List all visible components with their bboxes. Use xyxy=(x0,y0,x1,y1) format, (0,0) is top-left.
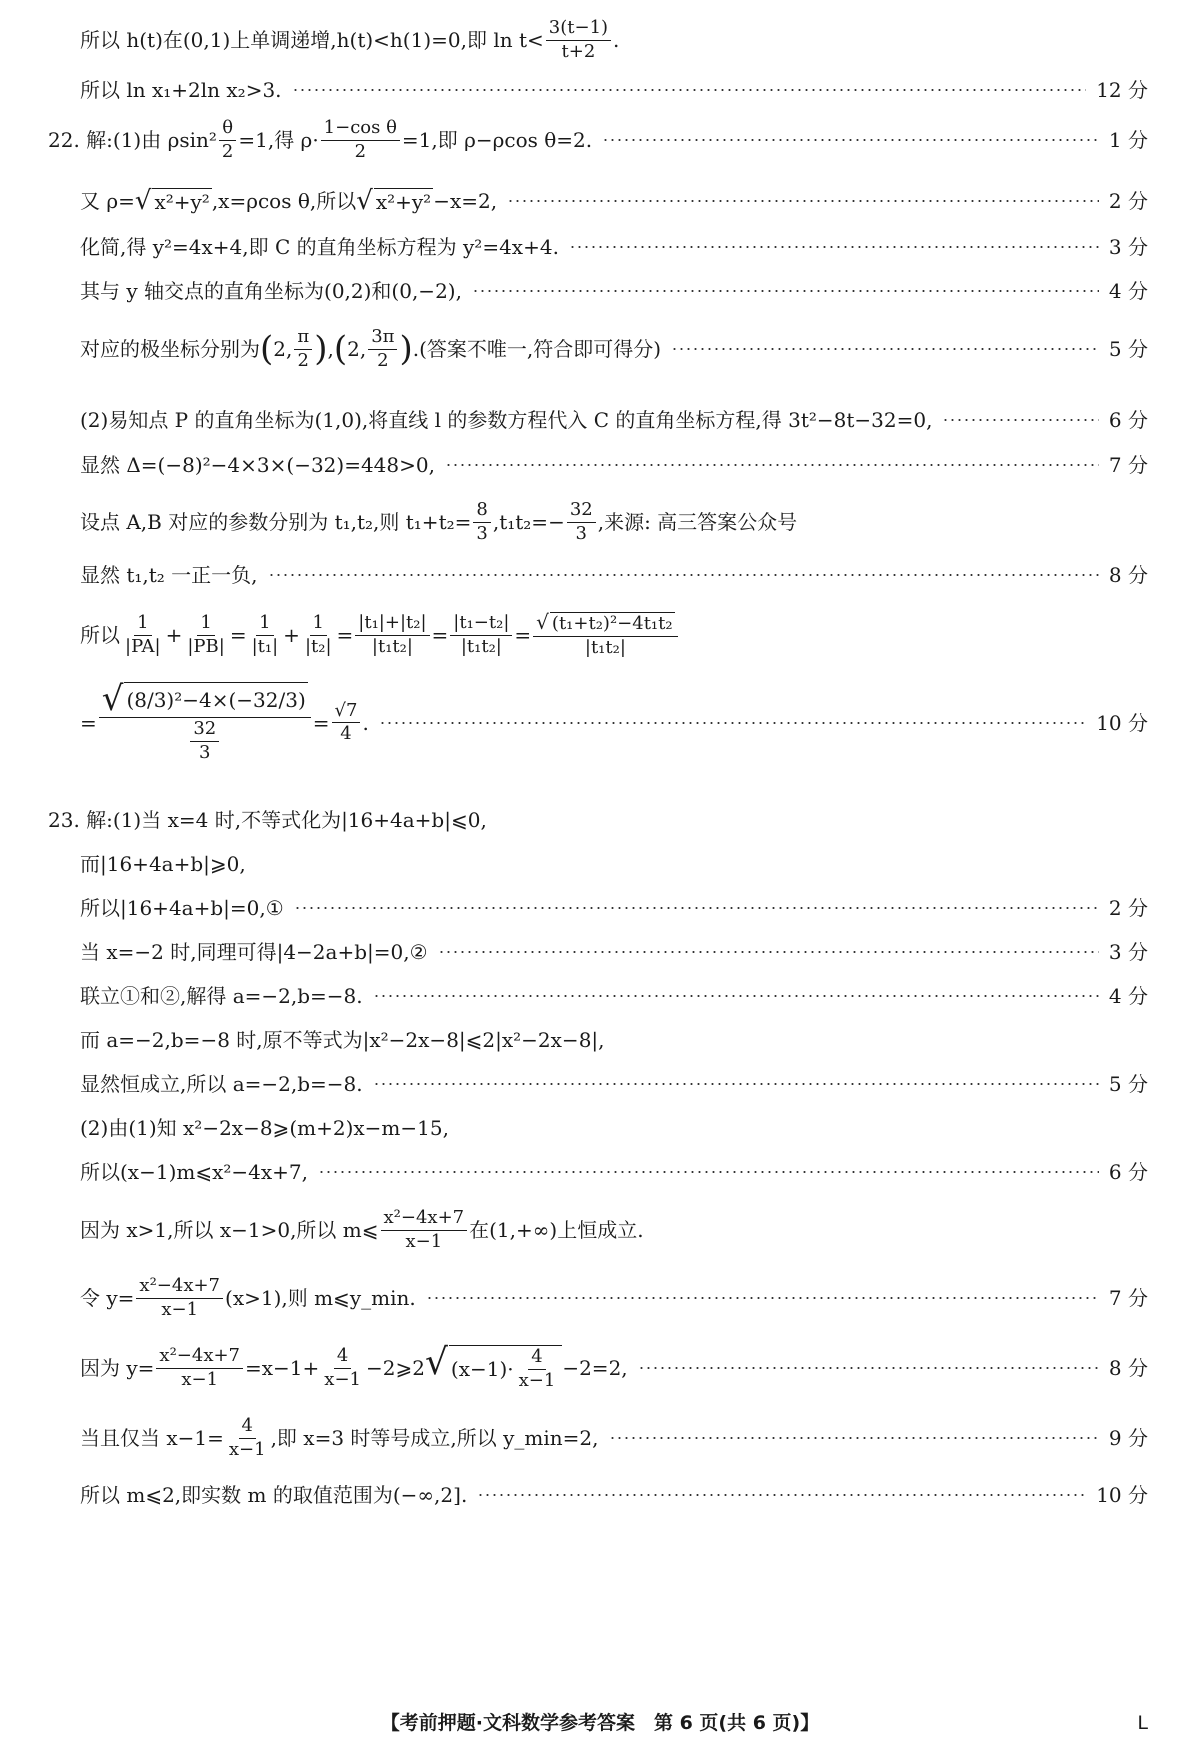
solution-line xyxy=(80,1160,1148,1184)
fraction xyxy=(516,1347,559,1391)
numerator: |t₁|+|t₂| xyxy=(355,613,429,636)
numerator: |t₁−t₂| xyxy=(450,613,512,636)
line-text: 22. 解:(1)由 ρsin² xyxy=(48,128,217,153)
fraction xyxy=(136,1276,223,1320)
line-text: (2)易知点 P 的直角坐标为(1,0),将直线 l 的参数方程代入 C 的直角坐标方程,得 3t²−8t−32=0, xyxy=(80,408,933,432)
line-text: 所以 ln x₁+2ln x₂>3. xyxy=(80,78,282,102)
score-label: 6 分 xyxy=(1108,408,1148,432)
denominator: 2 xyxy=(297,349,309,371)
fraction xyxy=(473,500,490,544)
numerator: 1−cos θ xyxy=(321,118,400,141)
line-text: = xyxy=(80,710,97,735)
score-label: 7 分 xyxy=(1108,453,1148,477)
score-label: 12 分 xyxy=(1096,78,1148,102)
line-text: =1,即 ρ−ρcos θ=2. xyxy=(401,128,593,153)
solution-line xyxy=(80,1116,1148,1140)
solution-line xyxy=(80,612,1148,658)
fraction xyxy=(184,613,227,657)
radicand: x²+y² xyxy=(154,190,210,214)
radicand: (8/3)²−4×(−32/3) xyxy=(124,682,307,716)
line-text: =x−1+ xyxy=(245,1356,320,1381)
leader-dots xyxy=(373,995,1099,997)
line-text: 在(1,+∞)上恒成立. xyxy=(469,1218,644,1243)
line-text: , xyxy=(327,337,334,362)
line-text: 而|16+4a+b|⩾0, xyxy=(80,852,246,876)
denominator: t+2 xyxy=(561,40,596,62)
numerator: √ (8/3)²−4×(−32/3) xyxy=(99,682,311,718)
line-text: −x=2, xyxy=(433,189,498,213)
solution-line xyxy=(80,279,1148,303)
solution-line xyxy=(80,1276,1148,1320)
leader-dots xyxy=(292,89,1087,91)
denominator: |PA| xyxy=(125,635,161,657)
score-label: 3 分 xyxy=(1108,940,1148,964)
line-text: −2⩾2 xyxy=(365,1356,425,1381)
line-text: 当 x=−2 时,同理可得|4−2a+b|=0,② xyxy=(80,940,428,964)
square-root: √ x²+y² xyxy=(134,186,210,216)
line-text: 其与 y 轴交点的直角坐标为(0,2)和(0,−2), xyxy=(80,279,462,303)
leader-dots xyxy=(438,951,1099,953)
leader-dots xyxy=(373,1083,1099,1085)
line-text: . xyxy=(613,28,620,53)
denominator: |PB| xyxy=(187,635,225,657)
fraction xyxy=(219,118,236,162)
solution-line xyxy=(80,679,1148,763)
score-label: 2 分 xyxy=(1108,896,1148,920)
solution-line xyxy=(80,940,1148,964)
solution-line xyxy=(80,188,1148,214)
leader-dots xyxy=(294,907,1099,909)
solution-line xyxy=(80,453,1148,477)
line-text: (2)由(1)知 x²−2x−8⩾(m+2)x−m−15, xyxy=(80,1116,449,1140)
score-label: 1 分 xyxy=(1108,128,1148,153)
fraction xyxy=(226,1416,269,1460)
radicand: (x−1)· xyxy=(450,1357,514,1382)
numerator: 1 xyxy=(310,613,327,636)
line-text: 显然 Δ=(−8)²−4×3×(−32)=448>0, xyxy=(80,453,435,477)
leader-dots xyxy=(445,464,1099,466)
denominator: |t₁t₂| xyxy=(584,636,626,658)
solution-line xyxy=(80,852,1148,876)
denominator: x−1 xyxy=(405,1230,443,1252)
line-text: (x>1),则 m⩽y_min. xyxy=(225,1286,416,1311)
denominator: x−1 xyxy=(161,1298,199,1320)
line-text: 23. 解:(1)当 x=4 时,不等式化为|16+4a+b|⩽0, xyxy=(48,808,487,832)
leader-dots xyxy=(569,246,1099,248)
line-text: 当且仅当 x−1= xyxy=(80,1426,224,1451)
numerator: √7 xyxy=(332,701,361,724)
solution-line: 对应的极坐标分别为 ( 2, $\frac{\pi}{2}$ ) , ( 2, $\frac{3\pi}{2}$ ) .(答案不唯一,符合即可得分) 5 分 xyxy=(80,326,1148,371)
line-text: −2=2, xyxy=(562,1356,628,1381)
line-text: 显然 t₁,t₂ 一正一负, xyxy=(80,563,258,587)
square-root: √ (x−1)· $\frac{4}{x-1}$ xyxy=(425,1345,562,1391)
fraction xyxy=(368,327,397,371)
line-text: ,t₁t₂=− xyxy=(492,510,565,535)
numerator: 8 xyxy=(473,500,490,523)
score-label: 8 分 xyxy=(1108,1356,1148,1381)
solution-line xyxy=(80,500,1148,544)
line-text: . xyxy=(362,710,369,735)
solution-line xyxy=(80,1028,1148,1052)
numerator: 4 xyxy=(334,1346,351,1369)
numerator: 4 xyxy=(528,1347,545,1370)
leader-dots xyxy=(671,348,1099,350)
line-text: = xyxy=(431,623,449,648)
denominator: 3 xyxy=(476,522,488,544)
fraction xyxy=(355,613,429,657)
fraction xyxy=(294,327,312,371)
solution-line xyxy=(80,1483,1148,1507)
solution-line xyxy=(80,235,1148,259)
fraction xyxy=(99,679,311,763)
numerator: 1 xyxy=(197,613,214,636)
line-text: 而 a=−2,b=−8 时,原不等式为|x²−2x−8|⩽2|x²−2x−8|, xyxy=(80,1028,605,1052)
line-text: = xyxy=(312,710,330,735)
fraction xyxy=(321,118,400,162)
line-text: =1,得 ρ· xyxy=(238,128,319,153)
line-text: 因为 x>1,所以 x−1>0,所以 m⩽ xyxy=(80,1218,379,1243)
numerator: x²−4x+7 xyxy=(156,1346,243,1369)
line-text: + xyxy=(165,623,183,648)
leader-dots xyxy=(602,139,1099,141)
line-text: + xyxy=(283,623,300,648)
fraction xyxy=(156,1346,243,1390)
score-label: 4 分 xyxy=(1108,279,1148,303)
solution-line xyxy=(80,563,1148,587)
line-text: ,x=ρcos θ,所以 xyxy=(211,189,357,213)
square-root: √ x²+y² xyxy=(356,186,432,216)
line-text: = xyxy=(514,623,532,648)
solution-line xyxy=(80,78,1148,102)
line-text: 2, xyxy=(273,337,293,362)
numerator: √ (t₁+t₂)²−4t₁t₂ xyxy=(533,612,677,637)
fraction xyxy=(533,612,677,658)
denominator: 2 xyxy=(354,140,367,162)
numerator: 32 xyxy=(567,500,596,523)
leader-dots xyxy=(318,1171,1099,1173)
fraction xyxy=(450,613,512,657)
fraction xyxy=(190,719,219,763)
numerator: 1 xyxy=(134,613,151,636)
line-text: 设点 A,B 对应的参数分别为 t₁,t₂,则 t₁+t₂= xyxy=(80,510,472,535)
leader-dots xyxy=(638,1367,1099,1369)
score-label: 5 分 xyxy=(1108,1072,1148,1096)
numerator: x²−4x+7 xyxy=(136,1276,223,1299)
score-label: 6 分 xyxy=(1108,1160,1148,1184)
line-text: 所以|16+4a+b|=0,① xyxy=(80,896,284,920)
solution-line xyxy=(80,896,1148,920)
solution-line xyxy=(48,808,1148,832)
radicand: (t₁+t₂)²−4t₁t₂ xyxy=(551,613,673,634)
solution-line xyxy=(80,408,1148,432)
solution-line xyxy=(48,118,1148,162)
denominator: x−1 xyxy=(324,1368,361,1390)
denominator: 4 xyxy=(340,723,352,745)
page-footer: 【考前押题·文科数学参考答案 第 6 页(共 6 页)】 xyxy=(380,1712,820,1734)
line-text: 所以 xyxy=(80,623,120,648)
fraction xyxy=(381,1208,468,1252)
denominator: |t₁t₂| xyxy=(371,635,413,657)
leader-dots xyxy=(379,722,1086,724)
radicand: x²+y² xyxy=(375,190,432,214)
denominator: x−1 xyxy=(181,1368,219,1390)
numerator: x²−4x+7 xyxy=(381,1208,468,1231)
corner-mark: L xyxy=(1137,1712,1148,1734)
denominator: |t₂| xyxy=(304,635,332,657)
score-label: 9 分 xyxy=(1108,1426,1148,1451)
line-text: 2, xyxy=(347,337,367,362)
line-text: 联立①和②,解得 a=−2,b=−8. xyxy=(80,984,363,1008)
line-text: 化简,得 y²=4x+4,即 C 的直角坐标方程为 y²=4x+4. xyxy=(80,235,559,259)
solution-line xyxy=(80,984,1148,1008)
score-label: 5 分 xyxy=(1108,337,1148,362)
denominator: 3 xyxy=(575,522,587,544)
fraction xyxy=(321,1346,364,1390)
solution-line xyxy=(80,18,1148,62)
score-label: 10 分 xyxy=(1096,710,1148,735)
line-text: ,来源: 高三答案公众号 xyxy=(597,510,798,535)
denominator: |t₁| xyxy=(251,635,279,657)
solution-line xyxy=(80,1416,1148,1460)
leader-dots xyxy=(477,1494,1086,1496)
fraction xyxy=(122,613,164,657)
leader-dots xyxy=(507,200,1099,202)
score-label: 4 分 xyxy=(1108,984,1148,1008)
line-text: ,即 x=3 时等号成立,所以 y_min=2, xyxy=(270,1426,599,1451)
score-label: 8 分 xyxy=(1108,563,1148,587)
numerator: 32 xyxy=(190,719,219,742)
leader-dots xyxy=(942,419,1098,421)
line-text: 所以 h(t)在(0,1)上单调递增,h(t)<h(1)=0,即 ln t< xyxy=(80,28,544,53)
line-text: 显然恒成立,所以 a=−2,b=−8. xyxy=(80,1072,363,1096)
score-label: 7 分 xyxy=(1108,1286,1148,1311)
denominator: |t₁t₂| xyxy=(460,635,502,657)
line-text: 所以(x−1)m⩽x²−4x+7, xyxy=(80,1160,308,1184)
leader-dots xyxy=(426,1297,1099,1299)
leader-dots xyxy=(609,1437,1099,1439)
leader-dots xyxy=(268,574,1099,576)
numerator: θ xyxy=(219,118,236,141)
numerator: 3π xyxy=(368,327,397,350)
numerator: π xyxy=(294,327,312,350)
line-text: 令 y= xyxy=(80,1286,135,1311)
solution-line xyxy=(80,1208,1148,1252)
score-label: 2 分 xyxy=(1108,189,1148,213)
fraction xyxy=(546,18,611,62)
denominator: x−1 xyxy=(228,1438,266,1460)
fraction xyxy=(249,613,282,657)
line-text: 因为 y= xyxy=(80,1356,155,1381)
numerator: 4 xyxy=(239,1416,256,1439)
denominator: x−1 xyxy=(518,1369,556,1391)
numerator: 1 xyxy=(256,613,273,636)
fraction xyxy=(332,701,361,745)
denominator: 2 xyxy=(377,349,389,371)
denominator: 3 xyxy=(199,741,211,763)
denominator xyxy=(185,718,224,763)
denominator: 2 xyxy=(221,140,234,162)
score-label: 3 分 xyxy=(1108,235,1148,259)
solution-line xyxy=(80,1072,1148,1096)
numerator: 3(t−1) xyxy=(546,18,611,41)
line-text: 对应的极坐标分别为 xyxy=(80,337,260,362)
leader-dots xyxy=(472,290,1099,292)
line-text: = xyxy=(229,623,247,648)
line-text: 所以 m⩽2,即实数 m 的取值范围为(−∞,2]. xyxy=(80,1483,468,1507)
line-text: = xyxy=(336,623,354,648)
solution-line xyxy=(80,1342,1148,1391)
fraction xyxy=(302,613,335,657)
line-text: .(答案不唯一,符合即可得分) xyxy=(412,337,662,362)
line-text: 又 ρ= xyxy=(80,189,135,213)
score-label: 10 分 xyxy=(1096,1483,1148,1507)
fraction xyxy=(567,500,596,544)
